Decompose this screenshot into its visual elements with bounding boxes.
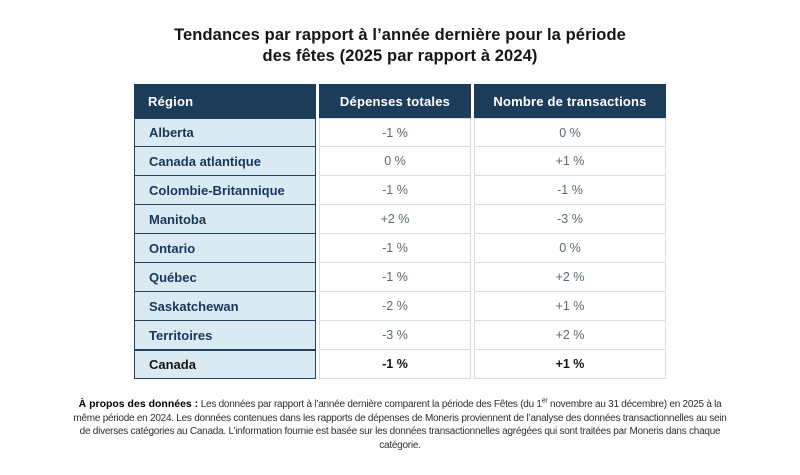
column-header-total-spend: Dépenses totales — [319, 84, 471, 118]
page-title — [0, 0, 800, 67]
footnote-text-after-sup: novembre au 31 décembre) en 2025 à la même période en 2024. Les données contenues dans les rapports de dépenses de Moneris proviennent de l’analyse des données transactionnelles au sein de diverses catégories au Canada. L’information fournie est basée sur les données transactionnelles agrégées qui sont traitées par Moneris dans chaque catégorie. — [73, 399, 727, 451]
transactions-value-cell: 0 % — [474, 118, 666, 147]
region-cell: Colombie-Britannique — [134, 176, 316, 205]
region-cell: Saskatchewan — [134, 292, 316, 321]
table-row — [134, 118, 666, 147]
region-cell: Canada — [134, 350, 316, 379]
trends-table — [131, 84, 669, 379]
transactions-value-cell: +1 % — [474, 292, 666, 321]
spend-value-cell: -1 % — [319, 234, 471, 263]
table-row — [134, 234, 666, 263]
table-row-total — [134, 350, 666, 379]
page-title-line2: des fêtes (2025 par rapport à 2024) — [262, 47, 538, 65]
region-cell: Manitoba — [134, 205, 316, 234]
table-row — [134, 263, 666, 292]
transactions-value-cell: 0 % — [474, 234, 666, 263]
region-cell: Canada atlantique — [134, 147, 316, 176]
transactions-value-cell: +1 % — [474, 147, 666, 176]
column-header-transaction-count: Nombre de transactions — [474, 84, 666, 118]
transactions-value-cell: +1 % — [474, 350, 666, 379]
transactions-value-cell: +2 % — [474, 321, 666, 350]
spend-value-cell: +2 % — [319, 205, 471, 234]
transactions-value-cell: -3 % — [474, 205, 666, 234]
spend-value-cell: -1 % — [319, 176, 471, 205]
column-header-region: Région — [134, 84, 316, 118]
transactions-value-cell: +2 % — [474, 263, 666, 292]
spend-value-cell: -1 % — [319, 263, 471, 292]
table-row — [134, 147, 666, 176]
region-cell: Territoires — [134, 321, 316, 350]
transactions-value-cell: -1 % — [474, 176, 666, 205]
page-title-line1: Tendances par rapport à l’année dernière pour la période — [174, 26, 626, 44]
table-row — [134, 292, 666, 321]
table-row — [134, 205, 666, 234]
table-row — [134, 176, 666, 205]
spend-value-cell: -1 % — [319, 118, 471, 147]
spend-value-cell: -1 % — [319, 350, 471, 379]
spend-value-cell: 0 % — [319, 147, 471, 176]
footnote-label: À propos des données : — [78, 398, 199, 410]
footnote-text-before-sup: Les données par rapport à l’année dernière comparent la période des Fêtes (du 1 — [198, 399, 542, 410]
trends-table-header — [134, 84, 666, 118]
footnote-superscript: er — [541, 397, 548, 405]
trends-table-body — [134, 118, 666, 379]
spend-value-cell: -3 % — [319, 321, 471, 350]
region-cell: Alberta — [134, 118, 316, 147]
table-row — [134, 321, 666, 350]
region-cell: Québec — [134, 263, 316, 292]
region-cell: Ontario — [134, 234, 316, 263]
data-footnote — [72, 398, 728, 452]
spend-value-cell: -2 % — [319, 292, 471, 321]
